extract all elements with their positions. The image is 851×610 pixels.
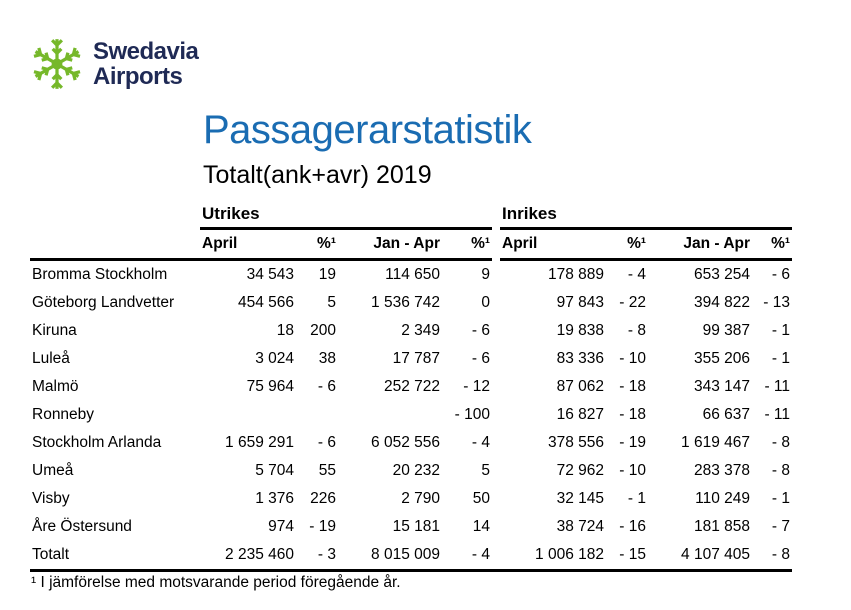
- row-label-header: [30, 229, 200, 260]
- table-row: [30, 317, 792, 345]
- utrikes-pct2-cell: 50: [472, 490, 491, 507]
- utrikes-janapr-cell: 2 790: [401, 490, 440, 507]
- inrikes-april-cell: 87 062: [556, 378, 605, 395]
- utrikes-pct1-cell: - 6: [317, 434, 336, 451]
- utrikes-pct1-cell: - 3: [296, 541, 338, 571]
- table-row: [30, 401, 792, 429]
- utrikes-april-cell: 1 659 291: [225, 434, 294, 451]
- table-row: [30, 457, 792, 485]
- inrikes-col-pct1: %¹: [606, 229, 648, 260]
- row-gap-cell: [492, 513, 500, 541]
- table-row: [30, 260, 792, 290]
- airport-name-cell: Göteborg Landvetter: [32, 294, 175, 311]
- column-header-row: [30, 229, 792, 260]
- airport-name-cell: Stockholm Arlanda: [32, 434, 162, 451]
- row-gap-cell: [492, 457, 500, 485]
- inrikes-april-cell: 38 724: [556, 518, 605, 535]
- column-gap: [492, 229, 500, 260]
- utrikes-april-cell: 1 376: [255, 490, 294, 507]
- table-row: [30, 513, 792, 541]
- utrikes-april-cell: 2 235 460: [200, 541, 296, 571]
- inrikes-janapr-cell: 66 637: [702, 406, 751, 423]
- utrikes-pct2-cell: 9: [481, 266, 491, 283]
- utrikes-april-cell: 974: [268, 518, 294, 535]
- inrikes-pct1-cell: - 18: [619, 406, 647, 423]
- utrikes-janapr-cell: 8 015 009: [338, 541, 442, 571]
- utrikes-pct2-cell: - 4: [442, 541, 492, 571]
- inrikes-janapr-cell: 99 387: [702, 322, 751, 339]
- inrikes-pct2-cell: - 1: [771, 490, 791, 507]
- row-gap-cell: [492, 345, 500, 373]
- row-gap-cell: [492, 317, 500, 345]
- utrikes-janapr-cell: 6 052 556: [371, 434, 440, 451]
- utrikes-pct1-cell: 226: [310, 490, 336, 507]
- inrikes-pct2-cell: - 11: [764, 406, 791, 423]
- footnote: ¹ I jämförelse med motsvarande period föregående år.: [31, 574, 401, 591]
- inrikes-pct2-cell: - 6: [771, 266, 791, 283]
- table-row: [30, 289, 792, 317]
- inrikes-pct1-cell: - 8: [627, 322, 647, 339]
- inrikes-pct1-cell: - 1: [627, 490, 647, 507]
- inrikes-col-april: April: [500, 229, 606, 260]
- airport-name-cell: Åre Östersund: [32, 518, 132, 535]
- table-row: [30, 373, 792, 401]
- airport-name-cell: Umeå: [32, 462, 74, 479]
- airport-name-cell: Kiruna: [32, 322, 77, 339]
- inrikes-janapr-cell: 110 249: [695, 490, 751, 507]
- table-row: [30, 541, 792, 571]
- inrikes-janapr-cell: 394 822: [693, 294, 751, 311]
- table-row: [30, 345, 792, 373]
- utrikes-april-cell: 454 566: [237, 294, 294, 311]
- table-row: [30, 485, 792, 513]
- utrikes-janapr-cell: 252 722: [383, 378, 440, 395]
- utrikes-pct1-cell: 38: [318, 350, 336, 367]
- section-header-row: [30, 198, 792, 229]
- inrikes-pct1-cell: - 4: [627, 266, 647, 283]
- logo-line2: Airports: [93, 63, 183, 90]
- inrikes-pct1-cell: - 16: [619, 518, 647, 535]
- row-gap-cell: [492, 401, 500, 429]
- inrikes-pct2-cell: - 1: [771, 322, 791, 339]
- section-gap: [492, 198, 500, 229]
- inrikes-janapr-cell: 343 147: [693, 378, 751, 395]
- logo-line1: Swedavia: [93, 37, 199, 65]
- inrikes-col-janapr: Jan - Apr: [648, 229, 752, 260]
- section-spacer: [30, 198, 200, 229]
- utrikes-pct2-cell: - 12: [463, 378, 491, 395]
- utrikes-pct2-cell: 0: [481, 294, 491, 311]
- section-inrikes: Inrikes: [500, 198, 792, 229]
- utrikes-pct1-cell: - 6: [317, 378, 336, 395]
- inrikes-april-cell: 72 962: [556, 462, 605, 479]
- inrikes-pct1-cell: - 10: [619, 462, 647, 479]
- row-gap-cell: [492, 260, 500, 290]
- passenger-statistics-table: [30, 198, 792, 572]
- inrikes-col-pct2: %¹: [752, 229, 792, 260]
- airport-name-cell: Totalt: [30, 541, 200, 571]
- inrikes-pct2-cell: - 1: [771, 350, 791, 367]
- utrikes-april-cell: 75 964: [246, 378, 294, 395]
- inrikes-april-cell: 97 843: [556, 294, 605, 311]
- utrikes-col-janapr: Jan - Apr: [338, 229, 442, 260]
- utrikes-april-cell: 5 704: [255, 462, 294, 479]
- utrikes-pct2-cell: 5: [481, 462, 491, 479]
- utrikes-pct1-cell: [296, 401, 338, 429]
- logo-wordmark: [93, 39, 198, 90]
- utrikes-april-cell: 34 543: [246, 266, 294, 283]
- inrikes-pct2-cell: - 8: [771, 462, 791, 479]
- utrikes-janapr-cell: 17 787: [392, 350, 440, 367]
- snowflake-icon: [30, 36, 84, 92]
- inrikes-janapr-cell: 355 206: [693, 350, 751, 367]
- inrikes-janapr-cell: 283 378: [693, 462, 751, 479]
- utrikes-col-pct2: %¹: [442, 229, 492, 260]
- utrikes-pct2-cell: 14: [472, 518, 491, 535]
- inrikes-pct1-cell: - 19: [619, 434, 647, 451]
- inrikes-janapr-cell: 4 107 405: [648, 541, 752, 571]
- row-gap-cell: [492, 289, 500, 317]
- utrikes-pct2-cell: - 6: [471, 322, 491, 339]
- utrikes-janapr-cell: 15 181: [392, 518, 440, 535]
- utrikes-pct2-cell: - 6: [471, 350, 491, 367]
- utrikes-janapr-cell: [338, 401, 442, 429]
- utrikes-april-cell: 3 024: [255, 350, 294, 367]
- page-title: Passagerarstatistik: [203, 108, 532, 152]
- inrikes-pct2-cell: - 11: [764, 378, 791, 395]
- inrikes-pct2-cell: - 8: [771, 434, 791, 451]
- inrikes-april-cell: 32 145: [556, 490, 605, 507]
- inrikes-april-cell: 178 889: [547, 266, 605, 283]
- inrikes-janapr-cell: 181 858: [693, 518, 751, 535]
- table-row: [30, 429, 792, 457]
- inrikes-april-cell: 378 556: [547, 434, 605, 451]
- utrikes-pct1-cell: 55: [318, 462, 336, 479]
- inrikes-pct1-cell: - 22: [619, 294, 647, 311]
- inrikes-pct2-cell: - 8: [752, 541, 792, 571]
- utrikes-col-pct1: %¹: [296, 229, 338, 260]
- inrikes-pct2-cell: - 13: [763, 294, 791, 311]
- airport-name-cell: Luleå: [32, 350, 70, 367]
- inrikes-april-cell: 1 006 182: [500, 541, 606, 571]
- utrikes-pct2-cell: - 100: [454, 406, 491, 423]
- inrikes-pct1-cell: - 10: [619, 350, 647, 367]
- inrikes-pct1-cell: - 18: [619, 378, 647, 395]
- airport-name-cell: Ronneby: [32, 406, 95, 423]
- row-gap-cell: [492, 541, 500, 571]
- inrikes-janapr-cell: 653 254: [693, 266, 751, 283]
- utrikes-janapr-cell: 114 650: [385, 266, 440, 283]
- airport-name-cell: Malmö: [32, 378, 79, 395]
- utrikes-janapr-cell: 20 232: [392, 462, 440, 479]
- swedavia-logo: [30, 36, 198, 92]
- utrikes-pct1-cell: 200: [310, 322, 336, 339]
- utrikes-col-april: April: [200, 229, 296, 260]
- inrikes-april-cell: 83 336: [556, 350, 605, 367]
- utrikes-pct1-cell: - 19: [309, 518, 336, 535]
- utrikes-pct1-cell: 5: [327, 294, 336, 311]
- inrikes-pct2-cell: - 7: [771, 518, 791, 535]
- inrikes-janapr-cell: 1 619 467: [681, 434, 751, 451]
- utrikes-april-cell: [200, 401, 296, 429]
- inrikes-pct1-cell: - 15: [606, 541, 648, 571]
- page-subtitle: Totalt(ank+avr) 2019: [203, 161, 432, 189]
- utrikes-april-cell: 18: [276, 322, 294, 339]
- section-utrikes: Utrikes: [200, 198, 492, 229]
- row-gap-cell: [492, 485, 500, 513]
- row-gap-cell: [492, 373, 500, 401]
- airport-name-cell: Bromma Stockholm: [32, 266, 168, 283]
- utrikes-pct1-cell: 19: [318, 266, 336, 283]
- airport-name-cell: Visby: [32, 490, 70, 507]
- inrikes-april-cell: 16 827: [556, 406, 605, 423]
- utrikes-janapr-cell: 1 536 742: [371, 294, 440, 311]
- utrikes-pct2-cell: - 4: [471, 434, 491, 451]
- inrikes-april-cell: 19 838: [556, 322, 605, 339]
- row-gap-cell: [492, 429, 500, 457]
- utrikes-janapr-cell: 2 349: [401, 322, 440, 339]
